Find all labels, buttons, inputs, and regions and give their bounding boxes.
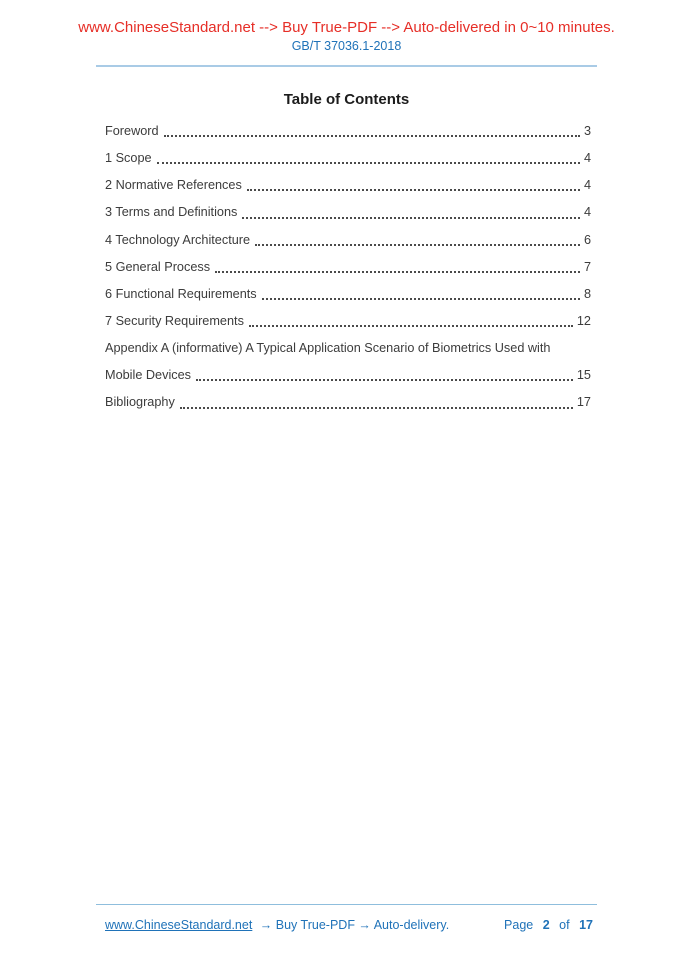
toc-entry xyxy=(105,118,591,145)
toc-leader-dots xyxy=(555,335,587,362)
toc-entry xyxy=(105,389,591,416)
toc-entry-label: Foreword xyxy=(105,124,159,138)
page-title: Table of Contents xyxy=(283,91,410,108)
toc-entry-label: 5 General Process xyxy=(105,259,211,274)
toc-entry-page: 12 xyxy=(576,313,591,328)
toc-entry-label: 7 Security Requirements xyxy=(105,313,244,328)
current-page-number: 2 xyxy=(542,918,550,932)
toc-entry-page: 17 xyxy=(576,395,591,410)
header-rule xyxy=(96,65,597,67)
header-banner-text: www.ChineseStandard.net --> Buy True-PDF --> Auto-delivered in 0~10 minutes. xyxy=(78,19,615,36)
toc-entry-label: Bibliography xyxy=(105,395,175,410)
table-of-contents xyxy=(105,118,591,417)
doc-number: GB/T 37036.1-2018 xyxy=(291,39,402,53)
toc-entry-page: 7 xyxy=(583,259,591,274)
toc-entry-page: 4 xyxy=(583,205,591,220)
footer-tail-text: → Buy True-PDF → Auto-delivery. xyxy=(259,918,450,932)
page-indicator xyxy=(498,917,593,933)
toc-entry xyxy=(105,335,591,362)
total-page-number: 17 xyxy=(579,918,593,932)
toc-entry-page: 6 xyxy=(583,232,591,247)
toc-leader-dots xyxy=(255,227,580,254)
toc-leader-dots xyxy=(249,308,573,335)
footer-left-text xyxy=(105,917,449,933)
toc-entry xyxy=(105,308,591,335)
toc-entry xyxy=(105,145,591,172)
toc-entry-page: 15 xyxy=(576,368,591,383)
toc-entry xyxy=(105,172,591,199)
toc-entry-label: 6 Functional Requirements xyxy=(105,286,257,301)
footer xyxy=(105,917,593,933)
footer-link[interactable]: www.ChineseStandard.net xyxy=(105,918,253,932)
toc-entry-label: 1 Scope xyxy=(105,151,152,166)
toc-leader-dots xyxy=(164,118,580,145)
toc-entry-label: 2 Normative References xyxy=(105,178,242,193)
toc-leader-dots xyxy=(196,362,573,389)
toc-entry-page: 8 xyxy=(583,286,591,301)
toc-entry-label: 3 Terms and Definitions xyxy=(105,205,238,220)
page-indicator-label: Page xyxy=(504,918,534,932)
toc-entry xyxy=(105,227,591,254)
toc-leader-dots xyxy=(215,254,580,281)
toc-entry-page: 4 xyxy=(583,151,591,166)
toc-entry-label: Mobile Devices xyxy=(105,368,192,383)
toc-entry xyxy=(105,281,591,308)
toc-leader-dots xyxy=(247,172,580,199)
toc-leader-dots xyxy=(262,281,580,308)
toc-leader-dots xyxy=(242,199,580,226)
toc-entry-label: Appendix A (informative) A Typical Application Scenario of Biometrics Used with xyxy=(105,341,551,356)
toc-entry xyxy=(105,362,591,389)
toc-leader-dots xyxy=(157,145,580,172)
toc-entry-page: 3 xyxy=(583,124,591,138)
footer-rule xyxy=(96,904,597,905)
toc-entry xyxy=(105,199,591,226)
toc-entry xyxy=(105,254,591,281)
toc-leader-dots xyxy=(180,389,573,416)
toc-entry-label: 4 Technology Architecture xyxy=(105,232,251,247)
toc-entry-page: 4 xyxy=(583,178,591,193)
page-indicator-of: of xyxy=(559,918,570,932)
